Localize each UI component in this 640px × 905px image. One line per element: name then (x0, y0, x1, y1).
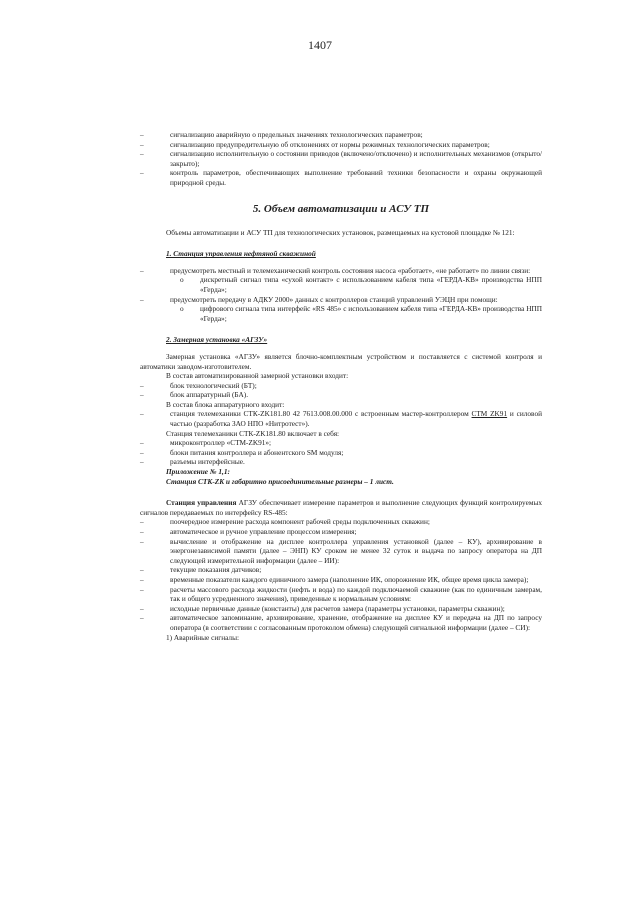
list-item (140, 604, 542, 614)
list-item-text: сигнализацию аварийную о предельных значениях технологических параметров; (170, 130, 423, 139)
list-marker: – (140, 536, 144, 546)
agzu-paragraph-1: Замерная установка «АГЗУ» является блочно-комплектным устройством и поставляется с системой контроля и автоматики заводом-изготовителем. (140, 351, 542, 371)
list-marker: – (140, 265, 144, 275)
list-marker: – (140, 380, 144, 390)
subsection-1-title: 1. Станция управления нефтяной скважиной (166, 249, 316, 259)
list-item-text: микроконтроллер «СТМ-ZK91»; (170, 438, 272, 448)
list-item (140, 448, 542, 458)
list-marker: – (140, 584, 144, 594)
list-item (140, 537, 542, 566)
list-marker: – (140, 139, 144, 149)
list-marker: – (140, 527, 144, 536)
list-item-text: блоки питания контроллера и абонентского SM модуля; (170, 447, 344, 457)
list-item-text: предусмотреть местный и телемеханический контроль состояния насоса «работает», «не работает» по линии связи: (170, 265, 531, 275)
list-item-text: разъемы интерфейсные. (170, 457, 245, 467)
list-item (140, 304, 542, 323)
list-item (140, 295, 542, 305)
control-station-text: АГЗУ обеспечивает измерение параметров и выполнение следующих функций контролируемых сигналов передаваемых по интерфейсу RS-485: (140, 498, 542, 517)
list-marker: – (140, 517, 144, 527)
list-marker: – (140, 130, 144, 139)
well-station-list (140, 266, 542, 324)
list-item-text: дискретный сигнал типа «сухой контакт» с использованием кабеля типа «ГЕРДА-КВ» производства НПП «Герда»; (200, 275, 542, 294)
list-item (140, 585, 542, 604)
appendix-text: Станция СТК-ZK и габаритно присоединительные размеры – 1 лист. (166, 476, 394, 486)
list-marker: – (140, 149, 144, 159)
agzu-paragraph-3: В состав блока аппаратурного входит: (166, 399, 285, 409)
station-text-end: и силовой частью (разработка ЗАО НПО «Нитротест»). (170, 409, 543, 429)
list-item-text: предусмотреть передачу в АДКУ 2000» данных с контроллеров станций управлений УЭЦН при помощи: (170, 294, 498, 304)
agzu-blocks-list (140, 381, 542, 400)
list-item-text: блок технологический (БТ); (170, 380, 257, 390)
list-item-text: контроль параметров, обеспечивающих выполнение требований техники безопасности и охраны окружающей природной среды. (170, 168, 542, 187)
list-item-text: автоматическое запоминание, архивирование, хранение, отображение на дисплее КУ и передача на ДП по запросу оператора (в соответствии с согласованным протоколом обмена) следующей сигнальной информации (далее – СИ): (170, 613, 542, 632)
list-marker: – (140, 409, 144, 419)
list-item-text: сигнализацию предупредительную об отклонениях от нормы режимных технологических параметров; (170, 139, 490, 149)
list-item (140, 457, 542, 467)
list-item (140, 130, 542, 140)
list-marker: – (140, 613, 144, 623)
appendix-label: Приложение № 1,1: (166, 467, 230, 477)
list-item-text: поочередное измерение расхода компонент рабочей среды подключенных скважин; (170, 517, 430, 527)
list-marker: – (140, 168, 144, 178)
list-item (140, 266, 542, 276)
stm-link[interactable]: СТМ ZK91 (471, 409, 508, 419)
list-marker: o (180, 304, 184, 314)
list-marker: – (140, 457, 144, 467)
list-item (140, 527, 542, 537)
list-item-text: автоматическое и ручное управление процессом измерения; (170, 527, 357, 536)
list-marker: – (140, 565, 144, 575)
list-marker: – (140, 294, 144, 304)
last-line: 1) Аварийные сигналы: (166, 632, 240, 642)
intro-paragraph: Объемы автоматизации и АСУ ТП для технологических установок, размещаемых на кустовой площадке № 121: (166, 227, 515, 237)
list-item-text: расчеты массового расхода жидкости (нефть и вода) по каждой подключаемой скважине (как по единичным замерам, так и общего усредненного значения), приведенные к нормальным условиям: (170, 584, 542, 604)
list-item (140, 149, 542, 168)
list-marker: – (140, 447, 144, 457)
list-item (140, 565, 542, 575)
list-marker: – (140, 390, 144, 400)
list-item-text: текущие показания датчиков; (170, 565, 262, 575)
list-item-text: исходные первичные данные (константы) для расчетов замера (параметры установки, параметры скважин); (170, 603, 505, 613)
station-item (140, 409, 542, 428)
list-item-text: вычисление и отображение на дисплее контроллера управления установкой (далее – КУ), архивирование в энергонезависимой памяти (далее – ЭНП) КУ сроком не менее 32 суток и выдача по запросу оператора на ДП следующей измерительной информации (далее – ИИ): (170, 536, 542, 565)
station-text: станция телемеханики СТК-ZK181.80 42 7613.008.00.000 с встроенным мастер-контроллером (170, 409, 472, 419)
list-item (140, 381, 542, 391)
agzu-paragraph-4: Станция телемеханики СТК-ZK181.80 включает в себя: (166, 428, 340, 438)
list-item (140, 168, 542, 187)
agzu-paragraph-2: В состав автоматизированной замерной установки входит: (166, 371, 349, 381)
page-number: 1407 (308, 38, 332, 52)
list-marker: – (140, 438, 144, 448)
subsection-2-title: 2. Замерная установка «АГЗУ» (166, 335, 268, 345)
list-item (140, 575, 542, 585)
list-item-text: цифрового сигнала типа интерфейс «RS 485» с использованием кабеля типа «ГЕРДА-КВ» производства НПП «Герда»; (200, 304, 542, 323)
control-functions-list (140, 517, 542, 632)
list-item (140, 438, 542, 448)
list-item-text: временные показатели каждого единичного замера (наполнение ИК, опорожнение ИК, общее время цикла замера); (170, 574, 529, 584)
list-marker: – (140, 603, 144, 613)
control-station-bold: Станция управления (166, 498, 237, 508)
list-item-text: сигнализацию исполнительную о состоянии приводов (включено/отключено) и исполнительных механизмов (открыто/закрыто); (170, 149, 542, 168)
list-item (140, 275, 542, 294)
list-item (140, 613, 542, 632)
alarm-signals-list (140, 130, 542, 188)
section-title: 5. Объем автоматизации и АСУ ТП (252, 202, 430, 215)
list-item (140, 390, 542, 400)
control-station-paragraph (140, 498, 542, 517)
list-marker: – (140, 574, 144, 584)
list-item (140, 517, 542, 527)
list-item-text: блок аппаратурный (БА). (170, 390, 249, 400)
list-item (140, 140, 542, 150)
page-content (140, 130, 542, 642)
station-components-list (140, 438, 542, 467)
list-marker: o (180, 275, 184, 285)
